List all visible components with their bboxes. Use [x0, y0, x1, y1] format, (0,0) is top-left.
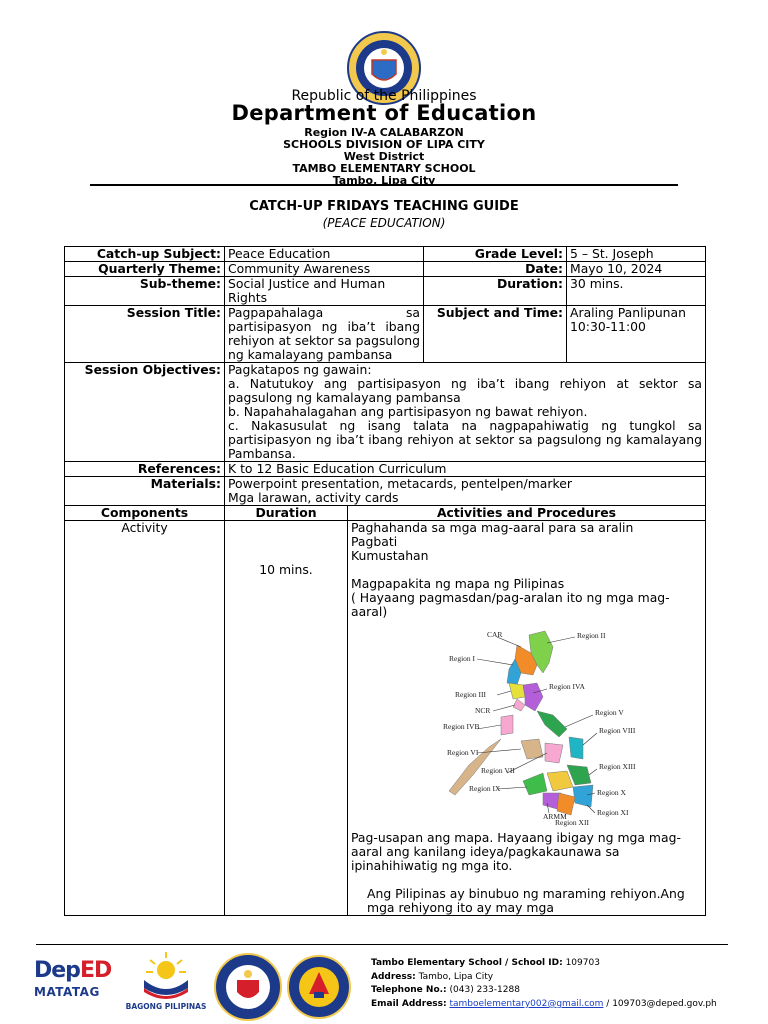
footer-email-line [371, 998, 717, 1012]
region-line: Region IV-A CALABARZON [304, 126, 464, 139]
map-label: ARMM [543, 812, 567, 821]
objective-item: b. Napahahalagahan ang partisipasyon ng bawat rehiyon. [228, 404, 588, 419]
table-row [65, 462, 706, 477]
map-label: Region VII [481, 766, 515, 775]
tambo-school-seal [286, 954, 352, 1020]
grade-value: 5 – St. Joseph [567, 247, 706, 262]
philippines-region-map [397, 625, 636, 827]
deped-matatag-logo [34, 958, 118, 999]
session-title-value: Pagpapahalaga sa partisipasyon ng iba’t ibang rehiyon at sektor sa pagsulong ng kamalayang pambansa [225, 306, 424, 363]
email-label: Email Address: [371, 998, 447, 1009]
objectives-value [225, 363, 706, 462]
address-label: Address: [371, 971, 416, 982]
components-header-row [65, 506, 706, 521]
material-item: Powerpoint presentation, metacards, pentelpen/marker [228, 476, 572, 491]
email-link[interactable]: tamboelementary002@gmail.com [449, 998, 604, 1009]
procedure-line: Magpapakita ng mapa ng Pilipinas [351, 576, 565, 591]
activity-duration: 10 mins. [225, 521, 348, 916]
telephone-label: Telephone No.: [371, 985, 447, 996]
map-label: Region V [595, 708, 624, 717]
table-row [65, 477, 706, 506]
objective-item: Pagkatapos ng gawain: [228, 362, 372, 377]
components-header: Components [65, 506, 225, 521]
activity-procedures [348, 521, 706, 916]
deped-wordmark-part: ED [79, 958, 112, 983]
procedure-line: ( Hayaang pagmasdan/pag-aralan ito ng mga mag-aaral) [351, 590, 670, 619]
subject-time-time: 10:30-11:00 [570, 319, 646, 334]
matatag-wordmark: MATATAG [34, 985, 100, 999]
school-id-label: Tambo Elementary School / School ID: [371, 958, 563, 968]
activities-header: Activities and Procedures [348, 506, 706, 521]
theme-value: Community Awareness [225, 262, 424, 277]
duration-label: Duration: [424, 277, 567, 306]
department-title: Department of Education [231, 101, 537, 125]
footer-contact-info [371, 957, 717, 1011]
bagong-pilipinas-icon [136, 950, 196, 998]
procedure-line: Pagbati [351, 534, 398, 549]
subject-value: Peace Education [225, 247, 424, 262]
subject-time-subject: Araling Panlipunan [570, 305, 686, 320]
district-line: West District [343, 150, 425, 163]
table-row [65, 277, 706, 306]
teaching-guide-table [64, 246, 706, 916]
table-row [65, 306, 706, 363]
map-label: Region II [577, 631, 606, 640]
deped-wordmark-part: Dep [34, 958, 80, 983]
subject-time-label: Subject and Time: [424, 306, 567, 363]
division-lipa-seal [213, 952, 283, 1022]
subject-time-value [567, 306, 706, 363]
objective-item: a. Natutukoy ang partisipasyon ng iba’t ibang rehiyon at sektor sa pagsulong ng kamalayang pambansa [228, 376, 702, 405]
school-id-value: 109703 [565, 958, 600, 968]
procedure-line: Kumustahan [351, 548, 429, 563]
material-item: Mga larawan, activity cards [228, 490, 399, 505]
spacer [351, 563, 702, 577]
materials-label: Materials: [65, 477, 225, 506]
subtheme-value: Social Justice and Human Rights [225, 277, 424, 306]
map-label: NCR [475, 706, 491, 715]
map-label: Region VIII [599, 726, 636, 735]
activity-row [65, 521, 706, 916]
email-deped: 109703@deped.gov.ph [612, 998, 717, 1009]
subject-label: Catch-up Subject: [65, 247, 225, 262]
map-label: Region XII [555, 818, 589, 827]
map-label: Region X [597, 788, 626, 797]
procedure-line: Ang Pilipinas ay binubuo ng maraming rehiyon.Ang mga rehiyong ito ay may mga [367, 886, 685, 915]
footer-telephone-line [371, 984, 717, 998]
date-label: Date: [424, 262, 567, 277]
document-subtitle: (PEACE EDUCATION) [322, 216, 446, 230]
header-divider [90, 184, 678, 186]
map-label: Region I [449, 654, 476, 663]
footer-divider [36, 944, 728, 945]
map-label: Region VI [447, 748, 479, 757]
bagong-pilipinas-text: BAGONG PILIPINAS [125, 1002, 207, 1011]
objective-item: c. Nakasusulat ng isang talata na nagpapahiwatig ng tungkol sa partisipasyon ng iba’t ibang rehiyon at sektor sa pagsulong ng kamalayang Pambansa. [228, 418, 702, 461]
duration-header: Duration [225, 506, 348, 521]
map-label: Region IVB [443, 722, 480, 731]
deped-wordmark [34, 958, 118, 983]
map-label: Region III [455, 690, 487, 699]
grade-label: Grade Level: [424, 247, 567, 262]
references-value: K to 12 Basic Education Curriculum [225, 462, 706, 477]
spacer [351, 873, 702, 887]
table-row [65, 247, 706, 262]
footer-school-line [371, 957, 717, 971]
footer-address-line [371, 971, 717, 985]
division-line: SCHOOLS DIVISION OF LIPA CITY [283, 138, 485, 151]
activity-component: Activity [65, 521, 225, 916]
map-label: Region XI [597, 808, 629, 817]
school-line: TAMBO ELEMENTARY SCHOOL [292, 162, 476, 175]
telephone-value: (043) 233-1288 [449, 985, 520, 996]
objectives-label: Session Objectives: [65, 363, 225, 462]
date-value: Mayo 10, 2024 [567, 262, 706, 277]
table-row [65, 363, 706, 462]
references-label: References: [65, 462, 225, 477]
email-separator: / [603, 998, 613, 1009]
map-label: Region IX [469, 784, 501, 793]
theme-label: Quarterly Theme: [65, 262, 225, 277]
republic-line: Republic of the Philippines [291, 88, 477, 104]
subtheme-label: Sub-theme: [65, 277, 225, 306]
map-label: CAR [487, 630, 503, 639]
document-title: CATCH-UP FRIDAYS TEACHING GUIDE [249, 199, 519, 214]
procedure-line: Paghahanda sa mga mag-aaral para sa aralin [351, 520, 634, 535]
session-title-label: Session Title: [65, 306, 225, 363]
duration-value: 30 mins. [567, 277, 706, 306]
procedure-line: Pag-usapan ang mapa. Hayaang ibigay ng mga mag-aaral ang kanilang ideya/pagkakaunawa sa ipinahihiwatig ng mga ito. [351, 830, 681, 873]
bagong-pilipinas-logo [122, 950, 210, 1011]
address-value: Tambo, Lipa City [418, 971, 494, 982]
location-line: Tambo, Lipa City [332, 174, 436, 187]
map-label: Region IVA [549, 682, 585, 691]
table-row [65, 262, 706, 277]
materials-value [225, 477, 706, 506]
map-label: Region XIII [599, 762, 636, 771]
